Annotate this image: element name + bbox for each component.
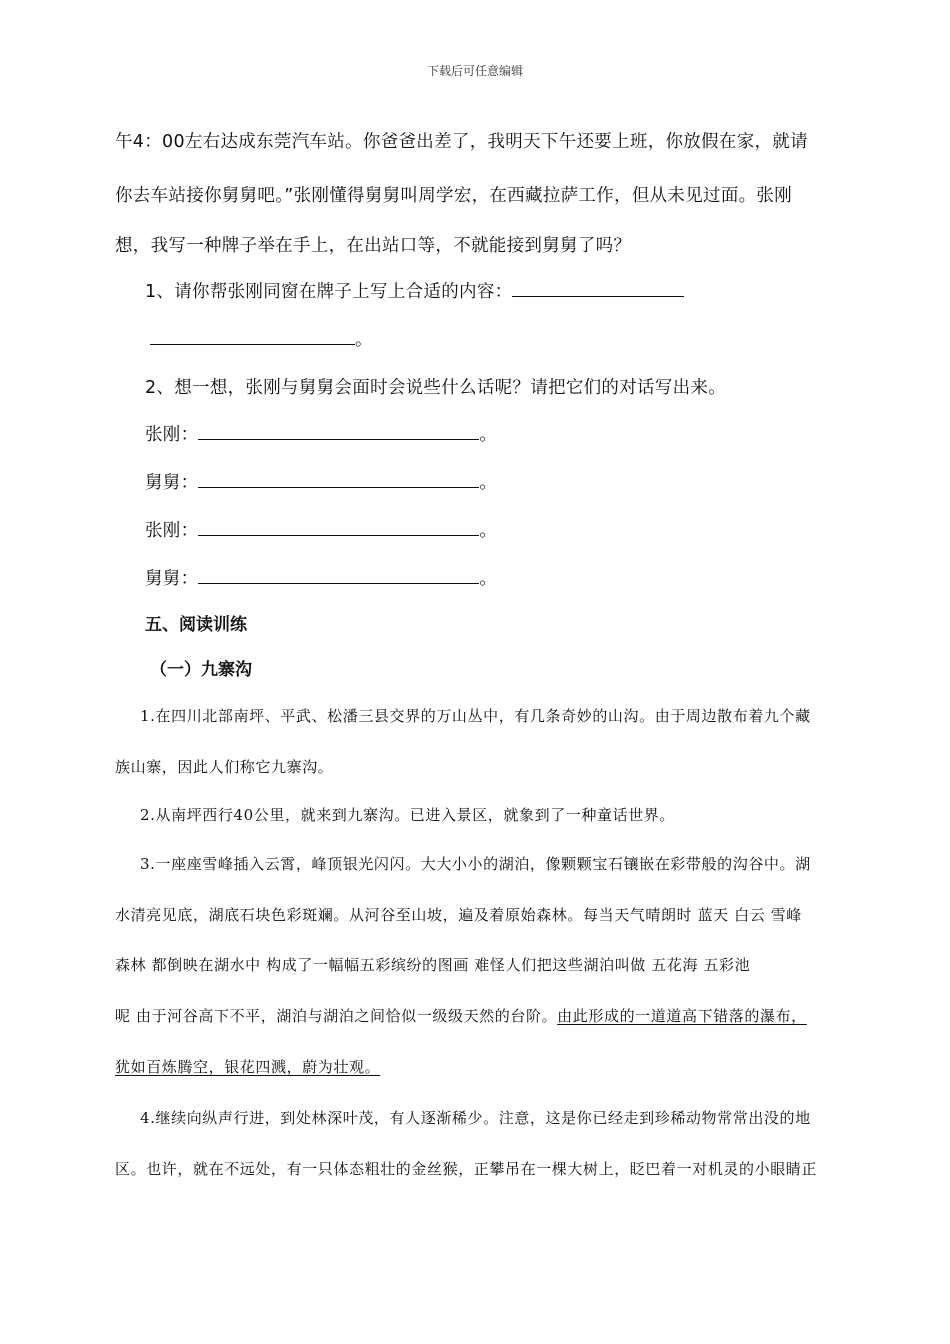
dialogue-blank[interactable] [198, 471, 479, 488]
passage-p3-line-4-plain: 呢 由于河谷高下不平，湖泊与湖泊之间恰似一级级天然的台阶。 [115, 1007, 558, 1025]
answer-blank-2[interactable] [150, 328, 355, 345]
story-line-3: 想，我写一种牌子举在手上，在出站口等，不就能接到舅舅了吗？ [115, 236, 632, 256]
underlined-sentence-part-2: 犹如百炼腾空，银花四溅，蔚为壮观。 [115, 1058, 381, 1076]
passage-p3-line-2: 水清亮见底，湖底石块色彩斑斓。从河谷至山坡，遍及着原始森林。每当天气晴朗时 蓝天 白云 雪峰 [115, 906, 802, 924]
passage-p4-line-1: 4.继续向纵声行进，到处林深叶茂，有人逐渐稀少。注意，这是你已经走到珍稀动物常常出没的地 [140, 1109, 811, 1127]
passage-p3-line-4 [115, 1005, 807, 1026]
dialogue-blank[interactable] [198, 423, 479, 440]
question-2: 2、想一想，张刚与舅舅会面时会说些什么话呢？请把它们的对话写出来。 [145, 378, 727, 398]
dialogue-end: 。 [479, 569, 498, 589]
dialogue-line-1 [145, 421, 497, 446]
dialogue-line-4 [145, 565, 497, 590]
passage-p1-line-2: 族山寨，因此人们称它九寨沟。 [115, 758, 334, 776]
passage-p2: 2.从南坪西行40公里，就来到九寨沟。已进入景区，就象到了一种童话世界。 [140, 806, 676, 824]
passage-p3-line-3: 森林 都倒映在湖水中 构成了一幅幅五彩缤纷的图画 难怪人们把这些湖泊叫做 五花海 五彩池 [115, 956, 751, 974]
dialogue-end: 。 [479, 425, 498, 445]
question-1 [145, 278, 684, 303]
underlined-sentence-part-1: 由此形成的一道道高下错落的瀑布， [557, 1007, 807, 1025]
passage-p4-line-2: 区。也许，就在不远处，有一只体态粗壮的金丝猴，正攀吊在一棵大树上，眨巴着一对机灵的小眼睛正 [115, 1160, 818, 1178]
dialogue-speaker: 张刚： [145, 425, 199, 445]
dialogue-speaker: 舅舅： [145, 473, 199, 493]
dialogue-speaker: 张刚： [145, 521, 199, 541]
dialogue-end: 。 [479, 521, 498, 541]
dialogue-blank[interactable] [198, 519, 479, 536]
question-1-end: 。 [355, 330, 373, 350]
story-line-2: 你去车站接你舅舅吧。”张刚懂得舅舅叫周学宏，在西藏拉萨工作，但从未见过面。张刚 [115, 186, 793, 206]
page-header: 下载后可任意编辑 [426, 64, 523, 78]
question-1-text: 1、请你帮张刚同窗在牌子上写上合适的内容： [145, 282, 513, 302]
dialogue-line-2 [145, 469, 497, 494]
passage-p1-line-1: 1.在四川北部南坪、平武、松潘三县交界的万山丛中，有几条奇妙的山沟。由于周边散布着九个藏 [140, 707, 811, 725]
section-subtitle: （一）九寨沟 [150, 660, 252, 680]
answer-blank-1[interactable] [512, 280, 684, 297]
dialogue-blank[interactable] [198, 567, 479, 584]
dialogue-line-3 [145, 517, 497, 542]
dialogue-speaker: 舅舅： [145, 569, 199, 589]
story-line-1: 午4：00左右达成东莞汽车站。你爸爸出差了，我明天下午还要上班，你放假在家，就请 [115, 132, 808, 152]
question-1-continuation [150, 326, 373, 351]
section-title: 五、阅读训练 [145, 615, 247, 635]
passage-p3-line-1: 3.一座座雪峰插入云霄，峰顶银光闪闪。大大小小的湖泊，像颗颗宝石镶嵌在彩带般的沟谷中。湖 [140, 855, 811, 873]
dialogue-end: 。 [479, 473, 498, 493]
